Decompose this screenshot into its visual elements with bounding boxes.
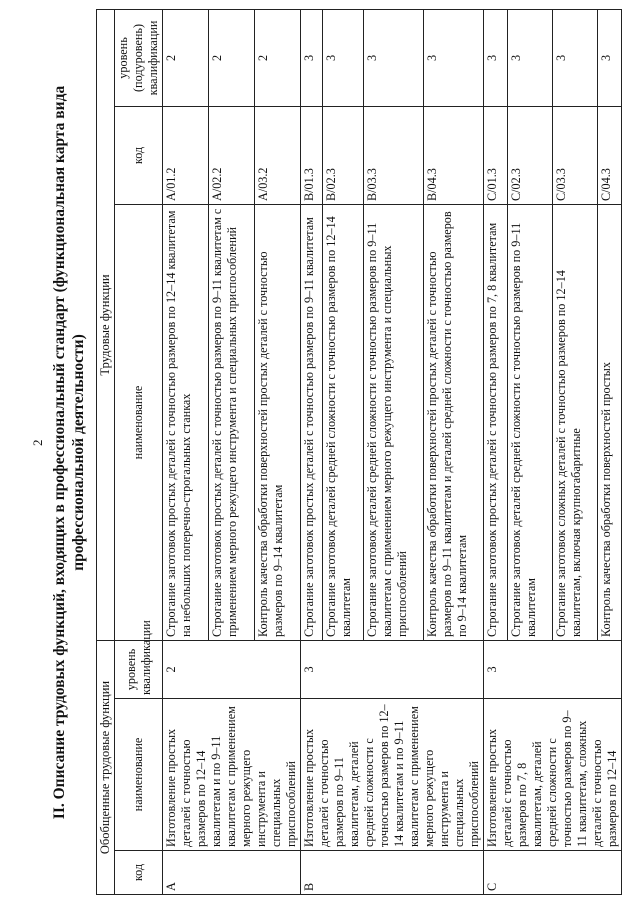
gtf-level: 2: [163, 640, 301, 698]
header-row-columns: [115, 9, 163, 894]
tf-code: A/01.2: [163, 106, 209, 204]
tf-name: Строгание заготовок простых деталей с точностью размеров по 9–11 квалитетам с применением мерного режущего инструмента и специальных приспособлений: [209, 204, 255, 640]
gtf-code: A: [163, 851, 301, 895]
tf-sublevel: 3: [301, 9, 323, 106]
tf-sublevel: 3: [484, 9, 508, 106]
functional-map-table: [96, 9, 622, 895]
table-row: [163, 9, 209, 894]
tf-code: B/01.3: [301, 106, 323, 204]
tf-sublevel: 3: [364, 9, 424, 106]
tf-name: Строгание заготовок деталей средней сложности с точностью размеров по 12–14 квалитетам: [323, 204, 364, 640]
header-code: код: [115, 851, 163, 895]
tf-code: C/01.3: [484, 106, 508, 204]
tf-sublevel: 3: [597, 9, 621, 106]
gtf-name: Изготовление простых деталей с точностью размеров по 7, 8 квалитетам, деталей средней сложности с точностью размеров по 9–11 квалитетам, сложных деталей с точностью размеров по 12–14: [484, 699, 622, 851]
header-generalized-functions: Обобщенные трудовые функции: [97, 640, 115, 894]
gtf-level: 3: [301, 640, 484, 698]
header-row-groups: [97, 9, 115, 894]
tf-sublevel: 3: [424, 9, 484, 106]
section-heading: [50, 10, 88, 895]
table-row: [484, 9, 508, 894]
tf-code: C/02.3: [508, 106, 553, 204]
table-row: [301, 9, 323, 894]
tf-name: Строгание заготовок простых деталей с точностью размеров по 9–11 квалитетам: [301, 204, 323, 640]
gtf-code: B: [301, 851, 484, 895]
header-tf-code: код: [115, 106, 163, 204]
tf-code: A/03.2: [255, 106, 301, 204]
gtf-name: Изготовление простых деталей с точностью размеров по 9–11 квалитетам, деталей средней сложности с точностью размеров по 12–14 квалитетам и по 9–11 квалитетам с применением мерного режущего инструмента и специальных приспособлений: [301, 699, 484, 851]
header-tf-name: наименование: [115, 204, 163, 640]
gtf-code: C: [484, 851, 622, 895]
tf-name: Строгание заготовок простых деталей с точностью размеров по 12–14 квалитетам на небольших поперечно-строгальных станках: [163, 204, 209, 640]
tf-code: B/03.3: [364, 106, 424, 204]
tf-sublevel: 3: [508, 9, 553, 106]
header-sublevel: уровень (подуровень) квалификации: [115, 9, 163, 106]
gtf-name: Изготовление простых деталей с точностью размеров по 12–14 квалитетам и по 9–11 квалитетам с применением мерного режущего инструмента и специальных приспособлений: [163, 699, 301, 851]
tf-sublevel: 2: [209, 9, 255, 106]
tf-name: Строгание заготовок деталей средней сложности с точностью размеров по 9–11 квалитетам: [508, 204, 553, 640]
tf-code: C/03.3: [552, 106, 597, 204]
tf-code: B/04.3: [424, 106, 484, 204]
tf-code: C/04.3: [597, 106, 621, 204]
tf-name: Контроль качества обработки поверхностей простых: [597, 204, 621, 640]
tf-sublevel: 3: [552, 9, 597, 106]
header-level: уровень квалификации: [115, 640, 163, 698]
header-name: наименование: [115, 699, 163, 851]
tf-name: Строгание заготовок сложных деталей с точностью размеров по 12–14 квалитетам, включая крупногабаритные: [552, 204, 597, 640]
tf-code: B/02.3: [323, 106, 364, 204]
rotated-page: [8, 10, 619, 895]
page-number: 2: [30, 439, 45, 446]
tf-code: A/02.2: [209, 106, 255, 204]
tf-name: Строгание заготовок простых деталей с точностью размеров по 7, 8 квалитетам: [484, 204, 508, 640]
heading-line-2: профессиональной деятельности): [70, 334, 87, 571]
tf-sublevel: 3: [323, 9, 364, 106]
tf-name: Контроль качества обработки поверхностей простых деталей с точностью размеров по 9–14 квалитетам: [255, 204, 301, 640]
tf-name: Строгание заготовок деталей средней сложности с точностью размеров по 9–11 квалитетам с применением мерного режущего инструмента и специальных приспособлений: [364, 204, 424, 640]
tf-sublevel: 2: [163, 9, 209, 106]
tf-name: Контроль качества обработки поверхностей простых деталей с точностью размеров по 9–11 квалитетам и деталей средней сложности с точностью размеров по 9–14 квалитетам: [424, 204, 484, 640]
heading-line-1: II. Описание трудовых функций, входящих в профессиональный стандарт (функциональная карта вида: [51, 85, 68, 820]
header-labor-functions: Трудовые функции: [97, 9, 115, 640]
tf-sublevel: 2: [255, 9, 301, 106]
gtf-level: 3: [484, 640, 622, 698]
